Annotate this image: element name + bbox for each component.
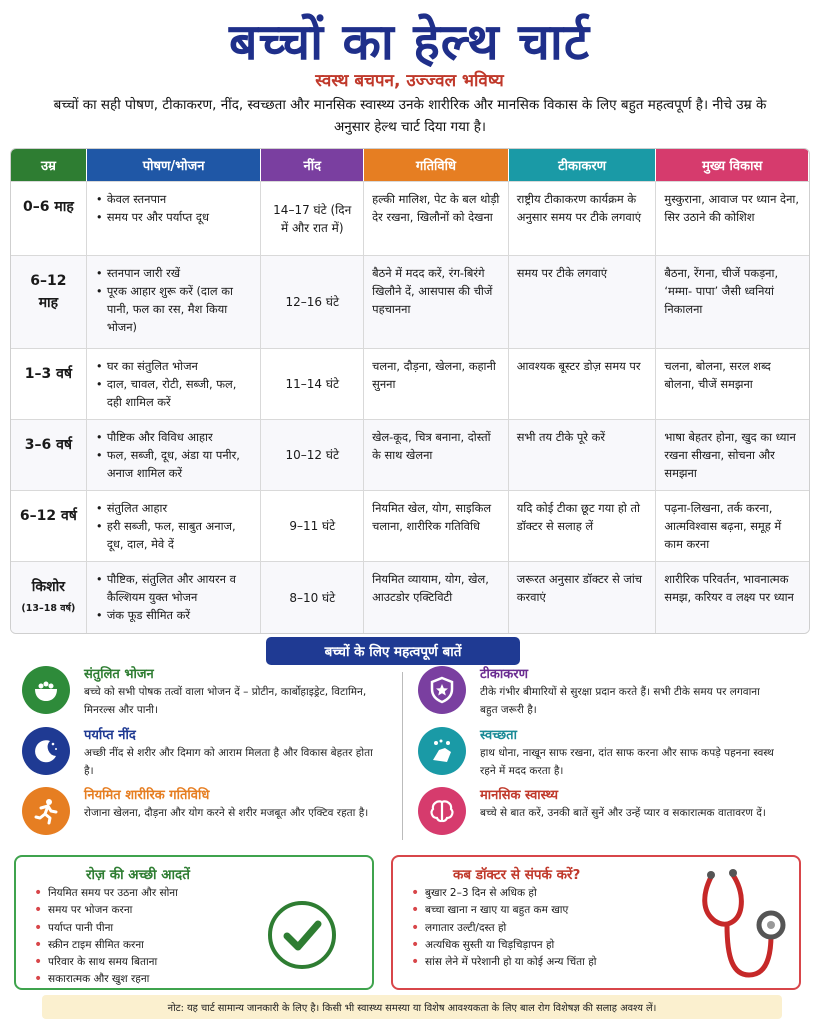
tip-title: स्वच्छता	[480, 728, 517, 743]
food-item: • दाल, चावल, रोटी, सब्जी, फल, दही शामिल करें	[95, 375, 253, 411]
age-label: किशोर	[31, 579, 66, 595]
age-label: 6–12 वर्ष	[19, 508, 77, 524]
food-list	[95, 499, 253, 553]
vaccination-cell: आवश्यक बूस्टर डोज़ समय पर	[509, 349, 657, 419]
food-item: • पौष्टिक और विविध आहार	[95, 428, 253, 446]
checkmark-icon	[268, 901, 336, 969]
food-cell	[87, 256, 262, 348]
tip-left-1	[22, 727, 372, 785]
tip-title: संतुलित भोजन	[84, 667, 154, 682]
food-list	[95, 570, 253, 624]
stethoscope-icon	[693, 863, 793, 988]
doctor-contact-box	[391, 855, 801, 990]
column-header-development: मुख्य विकास	[656, 149, 809, 181]
development-cell: मुस्कुराना, आवाज पर ध्यान देना, सिर उठाने की कोशिश	[656, 182, 809, 255]
doctor-item: • बच्चा खाना न खाए या बहुत कम खाए	[411, 902, 596, 919]
age-cell	[11, 256, 87, 348]
habit-item: • सकारात्मक और खुश रहना	[34, 971, 178, 988]
daily-habits-list	[34, 885, 178, 989]
food-item: • घर का संतुलित भोजन	[95, 357, 253, 375]
food-item: • पौष्टिक, संतुलित और आयरन व कैल्शियम युक्त भोजन	[95, 570, 253, 606]
column-header-food: पोषण/भोजन	[87, 149, 262, 181]
page-subtitle: स्वस्थ बचपन, उज्ज्वल भविष्य	[315, 71, 504, 91]
food-bowl-icon	[22, 666, 70, 714]
vaccination-cell: जरूरत अनुसार डॉक्टर से जांच करवाएं	[509, 562, 657, 633]
age-label: 6–12 माह	[30, 273, 67, 311]
tip-title: पर्याप्त नींद	[84, 728, 136, 743]
vaccination-cell: राष्ट्रीय टीकाकरण कार्यक्रम के अनुसार समय पर टीके लगवाएं	[509, 182, 657, 255]
tip-left-2	[22, 787, 372, 845]
sleep-cell: 10–12 घंटे	[261, 420, 364, 490]
age-sub-label: (13–18 वर्ष)	[21, 603, 76, 614]
age-cell	[11, 349, 87, 419]
tip-right-0	[418, 666, 768, 724]
activity-cell: चलना, दौड़ना, खेलना, कहानी सुनना	[364, 349, 509, 419]
hand-wash-icon	[418, 727, 466, 775]
habit-item: • नियमित समय पर उठना और सोना	[34, 885, 178, 902]
food-item: • हरी सब्जी, फल, साबुत अनाज, दूध, दाल, मेवे दें	[95, 517, 253, 553]
tip-text: अच्छी नींद से शरीर और दिमाग को आराम मिलता है और विकास बेहतर होता है।	[84, 747, 373, 777]
age-label: 0–6 माह	[23, 199, 74, 215]
activity-cell: हल्की मालिश, पेट के बल थोड़ी देर रखना, खिलौनों को देखना	[364, 182, 509, 255]
running-icon	[22, 787, 70, 835]
moon-icon	[22, 727, 70, 775]
activity-cell: नियमित खेल, योग, साइकिल चलाना, शारीरिक गतिविधि	[364, 491, 509, 561]
tip-right-1	[418, 727, 774, 785]
brain-icon	[418, 787, 466, 835]
activity-cell: नियमित व्यायाम, योग, खेल, आउटडोर एक्टिविटी	[364, 562, 509, 633]
food-cell	[87, 562, 262, 633]
activity-cell: बैठने में मदद करें, रंग-बिरंगे खिलौने दें, आसपास की चीजें पहचानना	[364, 256, 509, 348]
food-list	[95, 357, 253, 411]
table-row	[11, 419, 809, 490]
development-cell: चलना, बोलना, सरल शब्द बोलना, चीजें समझना	[656, 349, 809, 419]
food-cell	[87, 182, 262, 255]
daily-habits-title: रोज़ की अच्छी आदतें	[86, 867, 190, 883]
sleep-cell: 12–16 घंटे	[261, 256, 364, 348]
doctor-item: • अत्यधिक सुस्ती या चिड़चिड़ापन हो	[411, 937, 596, 954]
table-row	[11, 181, 809, 255]
doctor-contact-title: कब डॉक्टर से संपर्क करें?	[453, 867, 581, 883]
food-list	[95, 428, 253, 482]
sleep-cell: 9–11 घंटे	[261, 491, 364, 561]
table-row	[11, 490, 809, 561]
health-chart-table	[10, 148, 810, 634]
tip-text: बच्चे को सभी पोषक तत्वों वाला भोजन दें – प्रोटीन, कार्बोहाइड्रेट, विटामिन, मिनरल्स और पानी।	[84, 686, 367, 716]
food-item: • पूरक आहार शुरू करें (दाल का पानी, फल का रस, मैश किया भोजन)	[95, 282, 253, 336]
table-row	[11, 255, 809, 348]
doctor-item: • सांस लेने में परेशानी हो या कोई अन्य चिंता हो	[411, 954, 596, 971]
food-item: • स्तनपान जारी रखें	[95, 264, 253, 282]
food-cell	[87, 420, 262, 490]
column-header-activity: गतिविधि	[364, 149, 509, 181]
vaccination-cell: समय पर टीके लगवाएं	[509, 256, 657, 348]
tip-left-0	[22, 666, 372, 724]
food-item: • जंक फूड सीमित करें	[95, 606, 253, 624]
disclaimer-note: नोट: यह चार्ट सामान्य जानकारी के लिए है। किसी भी स्वास्थ्य समस्या या विशेष आवश्यकता के लिए बाल रोग विशेषज्ञ की सलाह अवश्य लें।	[42, 995, 782, 1019]
age-label: 3–6 वर्ष	[24, 437, 73, 453]
column-header-age: उम्र	[11, 149, 87, 181]
food-item: • समय पर और पर्याप्त दूध	[95, 208, 253, 226]
tip-right-2	[418, 787, 768, 845]
tip-text: टीके गंभीर बीमारियों से सुरक्षा प्रदान करते हैं। सभी टीके समय पर लगवाना बहुत जरूरी है।	[480, 686, 760, 716]
doctor-item: • लगातार उल्टी/दस्त हो	[411, 920, 596, 937]
sleep-cell: 11–14 घंटे	[261, 349, 364, 419]
tip-text: हाथ धोना, नाखून साफ रखना, दांत साफ करना और साफ कपड़े पहनना स्वस्थ रहने में मदद करता है।	[480, 747, 774, 777]
food-list	[95, 264, 253, 336]
age-cell	[11, 182, 87, 255]
habit-item: • स्क्रीन टाइम सीमित करना	[34, 937, 178, 954]
tip-title: मानसिक स्वास्थ्य	[480, 788, 559, 803]
tip-title: टीकाकरण	[480, 667, 528, 682]
vaccination-cell: यदि कोई टीका छूट गया हो तो डॉक्टर से सलाह लें	[509, 491, 657, 561]
tip-title: नियमित शारीरिक गतिविधि	[84, 788, 210, 803]
vaccination-cell: सभी तय टीके पूरे करें	[509, 420, 657, 490]
development-cell: शारीरिक परिवर्तन, भावनात्मक समझ, करियर व लक्ष्य पर ध्यान	[656, 562, 809, 633]
age-cell	[11, 491, 87, 561]
doctor-contact-list	[411, 885, 596, 971]
section-divider	[402, 672, 403, 840]
shield-icon	[418, 666, 466, 714]
table-header	[11, 149, 809, 181]
age-cell	[11, 420, 87, 490]
food-item: • केवल स्तनपान	[95, 190, 253, 208]
tip-text: रोजाना खेलना, दौड़ना और योग करने से शरीर मजबूत और एक्टिव रहता है।	[84, 807, 369, 819]
daily-habits-box	[14, 855, 374, 990]
sleep-cell: 8–10 घंटे	[261, 562, 364, 633]
tip-text: बच्चे से बात करें, उनकी बातें सुनें और उन्हें प्यार व सकारात्मक वातावरण दें।	[480, 807, 766, 819]
intro-text: बच्चों का सही पोषण, टीकाकरण, नींद, स्वच्छता और मानसिक स्वास्थ्य उनके शारीरिक और मानसिक विकास के लिए बहुत महत्वपूर्ण है। नीचे उम्र के अनुसार हेल्थ चार्ट दिया गया है।	[53, 97, 767, 135]
food-cell	[87, 491, 262, 561]
age-cell	[11, 562, 87, 633]
column-header-vaccination: टीकाकरण	[509, 149, 657, 181]
food-cell	[87, 349, 262, 419]
food-item: • फल, सब्जी, दूध, अंडा या पनीर, अनाज शामिल करें	[95, 446, 253, 482]
food-item: • संतुलित आहार	[95, 499, 253, 517]
table-row	[11, 348, 809, 419]
important-section-title: बच्चों के लिए महत्वपूर्ण बातें	[266, 637, 520, 665]
development-cell: भाषा बेहतर होना, खुद का ध्यान रखना सीखना, सोचना और समझना	[656, 420, 809, 490]
activity-cell: खेल-कूद, चित्र बनाना, दोस्तों के साथ खेलना	[364, 420, 509, 490]
doctor-item: • बुखार 2–3 दिन से अधिक हो	[411, 885, 596, 902]
sleep-cell: 14–17 घंटे (दिन में और रात में)	[261, 182, 364, 255]
age-label: 1–3 वर्ष	[24, 366, 73, 382]
habit-item: • परिवार के साथ समय बिताना	[34, 954, 178, 971]
habit-item: • समय पर भोजन करना	[34, 902, 178, 919]
food-list	[95, 190, 253, 226]
development-cell: बैठना, रेंगना, चीजें पकड़ना, ‘मम्मा- पापा’ जैसी ध्वनियां निकालना	[656, 256, 809, 348]
habit-item: • पर्याप्त पानी पीना	[34, 920, 178, 937]
page-title: बच्चों का हेल्थ चार्ट	[228, 13, 591, 71]
development-cell: पढ़ना-लिखना, तर्क करना, आत्मविश्वास बढ़ना, समूह में काम करना	[656, 491, 809, 561]
column-header-sleep: नींद	[261, 149, 364, 181]
table-row	[11, 561, 809, 633]
